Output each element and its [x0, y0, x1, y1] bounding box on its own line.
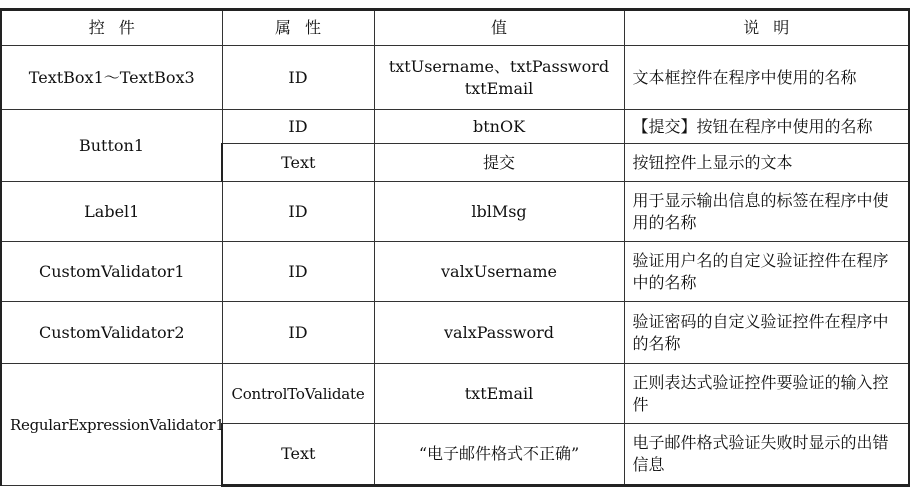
header-value: 值: [374, 10, 624, 46]
cell-property: Text: [222, 144, 374, 182]
control-properties-table: [0, 8, 910, 487]
table-row: [1, 110, 909, 144]
value-line: txtUsername、txtPassword: [388, 56, 610, 76]
cell-value: btnOK: [374, 110, 624, 144]
cell-property: ID: [222, 110, 374, 144]
cell-description: 验证用户名的自定义验证控件在程序中的名称: [624, 242, 909, 302]
cell-control: Label1: [1, 182, 222, 242]
cell-description: 电子邮件格式验证失败时显示的出错信息: [624, 424, 909, 486]
cell-control: CustomValidator1: [1, 242, 222, 302]
cell-control: CustomValidator2: [1, 302, 222, 364]
cell-control: TextBox1～TextBox3: [1, 46, 222, 110]
cell-value: valxPassword: [374, 302, 624, 364]
cell-description: 【提交】按钮在程序中使用的名称: [624, 110, 909, 144]
cell-property: ID: [222, 46, 374, 110]
cell-property: ID: [222, 242, 374, 302]
cell-control: Button1: [1, 110, 222, 182]
header-property: 属性: [222, 10, 374, 46]
cell-value: valxUsername: [374, 242, 624, 302]
table-row: [1, 182, 909, 242]
table-row: [1, 242, 909, 302]
table-header-row: [1, 10, 909, 46]
cell-property: Text: [222, 424, 374, 486]
cell-description: 文本框控件在程序中使用的名称: [624, 46, 909, 110]
cell-property: ID: [222, 302, 374, 364]
cell-description: 正则表达式验证控件要验证的输入控件: [624, 364, 909, 424]
cell-description: 用于显示输出信息的标签在程序中使用的名称: [624, 182, 909, 242]
cell-control: RegularExpressionValidator1: [1, 364, 222, 486]
table-row: [1, 364, 909, 424]
cell-description: 按钮控件上显示的文本: [624, 144, 909, 182]
value-line: txtEmail: [464, 78, 534, 98]
cell-value: 提交: [374, 144, 624, 182]
header-control: 控件: [1, 10, 222, 46]
cell-value: txtEmail: [374, 364, 624, 424]
header-description: 说明: [624, 10, 909, 46]
cell-value: “电子邮件格式不正确”: [374, 424, 624, 486]
cell-property: ID: [222, 182, 374, 242]
table-row: [1, 46, 909, 110]
cell-value: [374, 46, 624, 110]
cell-description: 验证密码的自定义验证控件在程序中的名称: [624, 302, 909, 364]
table-row: [1, 302, 909, 364]
cell-property: ControlToValidate: [222, 364, 374, 424]
cell-value: lblMsg: [374, 182, 624, 242]
